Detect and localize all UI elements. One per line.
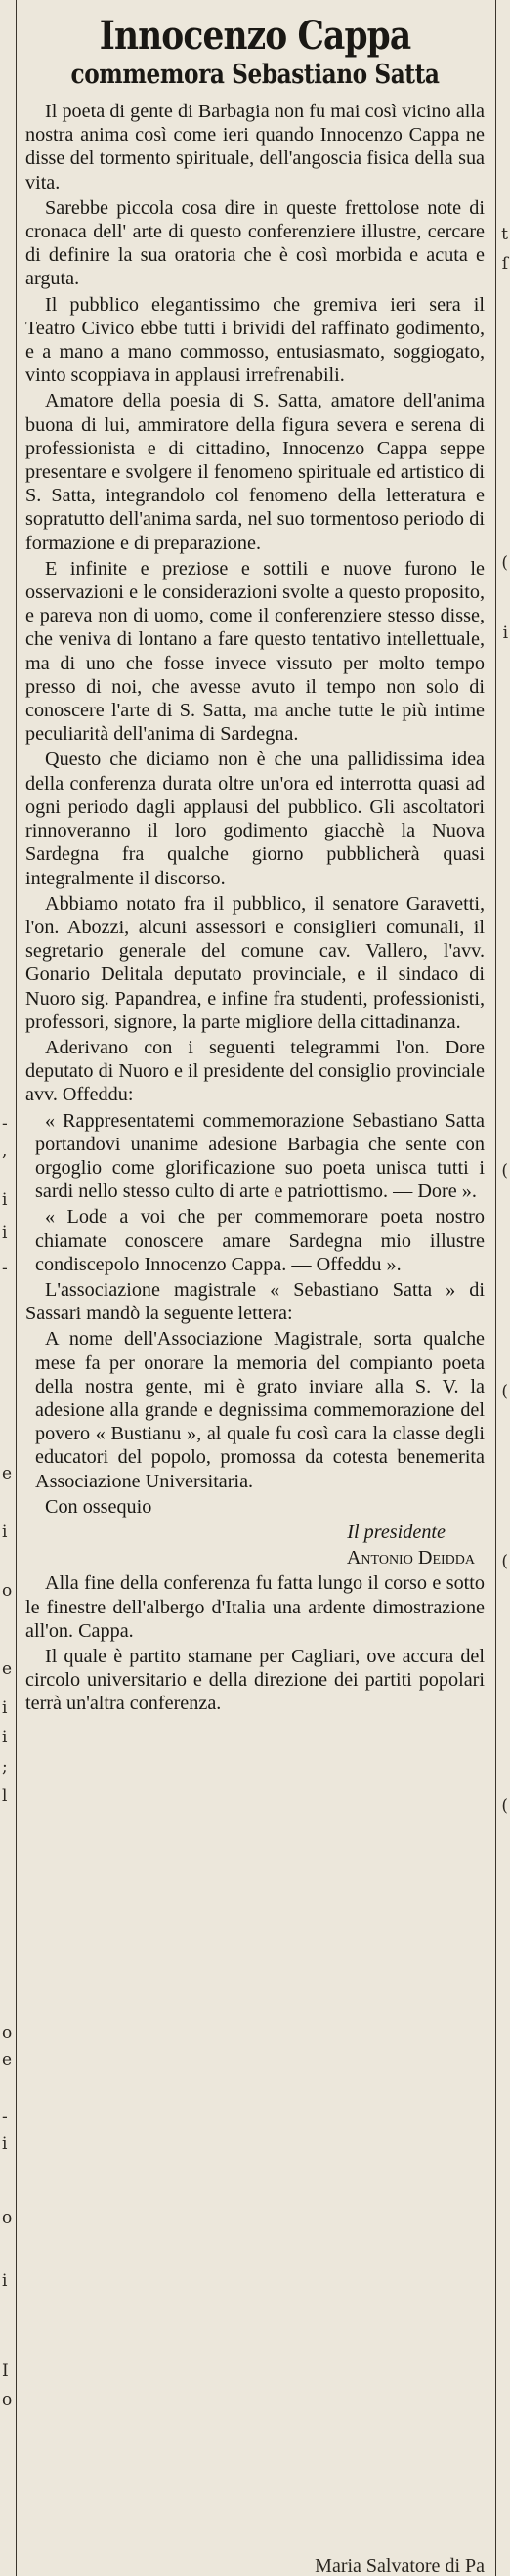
paragraph: Abbiamo notato fra il pubblico, il senatore Garavetti, l'on. Abozzi, alcuni assessori e consiglieri comunali, il segretario generale del comune cav. Vallero, l'avv. Gonario Delitala deputato provinciale, e il sindaco di Nuoro sig. Papandrea, e infine fra studenti, professionisti, professori, signore, la parte migliore della cittadinanza. xyxy=(25,892,485,1033)
gutter-fragment: i xyxy=(2,1523,8,1542)
paragraph: Amatore della poesia di S. Satta, amatore dell'anima buona di lui, ammiratore della figura severa e serena di professionista e di cittadino, Innocenzo Cappa seppe presentare e svolgere il fenomeno spirituale ed artistico di S. Satta, integrandolo col fenomeno della letteratura e sopratutto dell'anima sarda, nel suo tormentoso periodo di formazione e di preparazione. xyxy=(25,390,485,554)
gutter-fragment: i xyxy=(2,2134,8,2154)
gutter-fragment: e xyxy=(2,2050,13,2070)
next-article-fragment: Maria Salvatore di Pa xyxy=(315,2555,485,2576)
newspaper-article xyxy=(25,14,485,2555)
gutter-fragment: - xyxy=(2,2107,8,2126)
paragraph: Aderivano con i seguenti telegrammi l'on. Dore deputato di Nuoro e il presidente del consiglio provinciale avv. Offeddu: xyxy=(25,1036,485,1106)
gutter-fragment: o xyxy=(2,2390,13,2410)
signature-role: Il presidente xyxy=(347,1521,446,1543)
gutter-fragment: i xyxy=(2,1728,8,1747)
telegram-quote: « Lode a voi che per commemorare poeta nostro chiamate conoscere amare Sardegna mio illustre condiscepolo Innocenzo Cappa. — Offeddu ». xyxy=(35,1206,485,1275)
article-body xyxy=(25,100,485,1716)
article-title: Innocenzo Cappa xyxy=(99,14,411,59)
paragraph: Il poeta di gente di Barbagia non fu mai così vicino alla nostra anima così come ieri quando Innocenzo Cappa ne disse del tormento spirituale, dell'angoscia fisica della sua vita. xyxy=(25,101,485,193)
right-column-gutter xyxy=(495,0,510,2576)
gutter-fragment: ( xyxy=(501,1552,508,1571)
gutter-fragment: e xyxy=(2,1464,13,1483)
gutter-fragment: e xyxy=(2,1659,13,1679)
letter-text: A nome dell'Associazione Magistrale, sorta qualche mese fa per onorare la memoria del compianto poeta della nostra gente, mi è grato inviare alla S. V. la adesione alla grande e degnissima commemorazione del povero « Bustianu », al quale fu così cara la classe degli educatori del popolo, promossa da cotesta benemerita Associazione Universitaria. xyxy=(35,1328,485,1492)
gutter-fragment: ſ xyxy=(501,254,508,274)
gutter-fragment: ( xyxy=(501,1796,508,1816)
paragraph: L'associazione magistrale « Sebastiano Satta » di Sassari mandò la seguente lettera: xyxy=(25,1278,485,1325)
gutter-fragment: i xyxy=(2,1698,8,1718)
gutter-fragment: - xyxy=(2,1259,8,1278)
telegram-quote: « Rappresentatemi commemorazione Sebastiano Satta portandovi unanime adesione Barbagia che sente con orgoglio come glorificazione suo poeta unisca tutti i sardi nello stesso culto di arte e patriottismo. — Dore ». xyxy=(35,1109,485,1203)
left-column-gutter xyxy=(0,0,17,2576)
paragraph: Il pubblico elegantissimo che gremiva ieri sera il Teatro Civico ebbe tutti i brividi del raffinato godimento, e a mano a mano commosso, entusiasmato, soggiogato, vinto scoppiava in applausi irrefrenabili. xyxy=(25,293,485,387)
letter-closing: Con ossequio xyxy=(45,1495,152,1518)
paragraph: Sarebbe piccola cosa dire in queste frettolose note di cronaca dell' arte di questo conferenziere illustre, cercare di definire la sua oratoria che è così morbida e acuta e arguta. xyxy=(25,196,485,290)
gutter-fragment: - xyxy=(2,1114,8,1134)
paragraph: Questo che diciamo non è che una pallidissima idea della conferenza durata oltre un'ora ed interrotta quasi ad ogni periodo dagli applausi del pubblico. Gli ascoltatori rinnoveranno il loro godimento giacchè la Nuova Sardegna fra qualche giorno pubblicherà quasi integralmente il discorso. xyxy=(25,749,485,889)
gutter-fragment: , xyxy=(2,1141,8,1161)
gutter-fragment: t xyxy=(501,225,508,244)
gutter-fragment: ( xyxy=(501,1382,508,1401)
gutter-fragment: i xyxy=(502,623,508,643)
gutter-fragment: ( xyxy=(501,553,508,573)
gutter-fragment: ( xyxy=(501,1161,508,1181)
gutter-fragment: i xyxy=(2,1190,8,1210)
paragraph: E infinite e preziose e sottili e nuove furono le osservazioni e le considerazioni svolte a questo proposito, e pareva non di uomo, come il conferenziere stesso disse, che veniva di lontano a fare questo tentativo intellettuale, ma di uno che fosse invece vissuto per molto tempo presso di noi, che avesse avuto il tempo non solo di conoscere l'arte di S. Satta, ma anche tutte le più intime peculiarità dell'anima di Sardegna. xyxy=(25,557,485,746)
gutter-fragment: ; xyxy=(2,1757,8,1777)
gutter-fragment: o xyxy=(2,1581,13,1601)
gutter-fragment: o xyxy=(2,2023,13,2042)
gutter-fragment: i xyxy=(2,2271,8,2291)
paragraph: Il quale è partito stamane per Cagliari, ove accura del circolo universitario e della direzione dei partiti popolari terrà un'altra conferenza. xyxy=(25,1646,485,1715)
gutter-fragment: I xyxy=(2,2361,9,2381)
gutter-fragment: o xyxy=(2,2209,13,2228)
gutter-fragment: i xyxy=(2,1224,8,1243)
signature-name: Antonio Deidda xyxy=(346,1547,475,1569)
article-subtitle: commemora Sebastiano Satta xyxy=(70,60,440,90)
paragraph: Alla fine della conferenza fu fatta lungo il corso e sotto le finestre dell'albergo d'Italia una ardente dimostrazione all'on. Cappa. xyxy=(25,1572,485,1642)
gutter-fragment: l xyxy=(2,1786,8,1806)
